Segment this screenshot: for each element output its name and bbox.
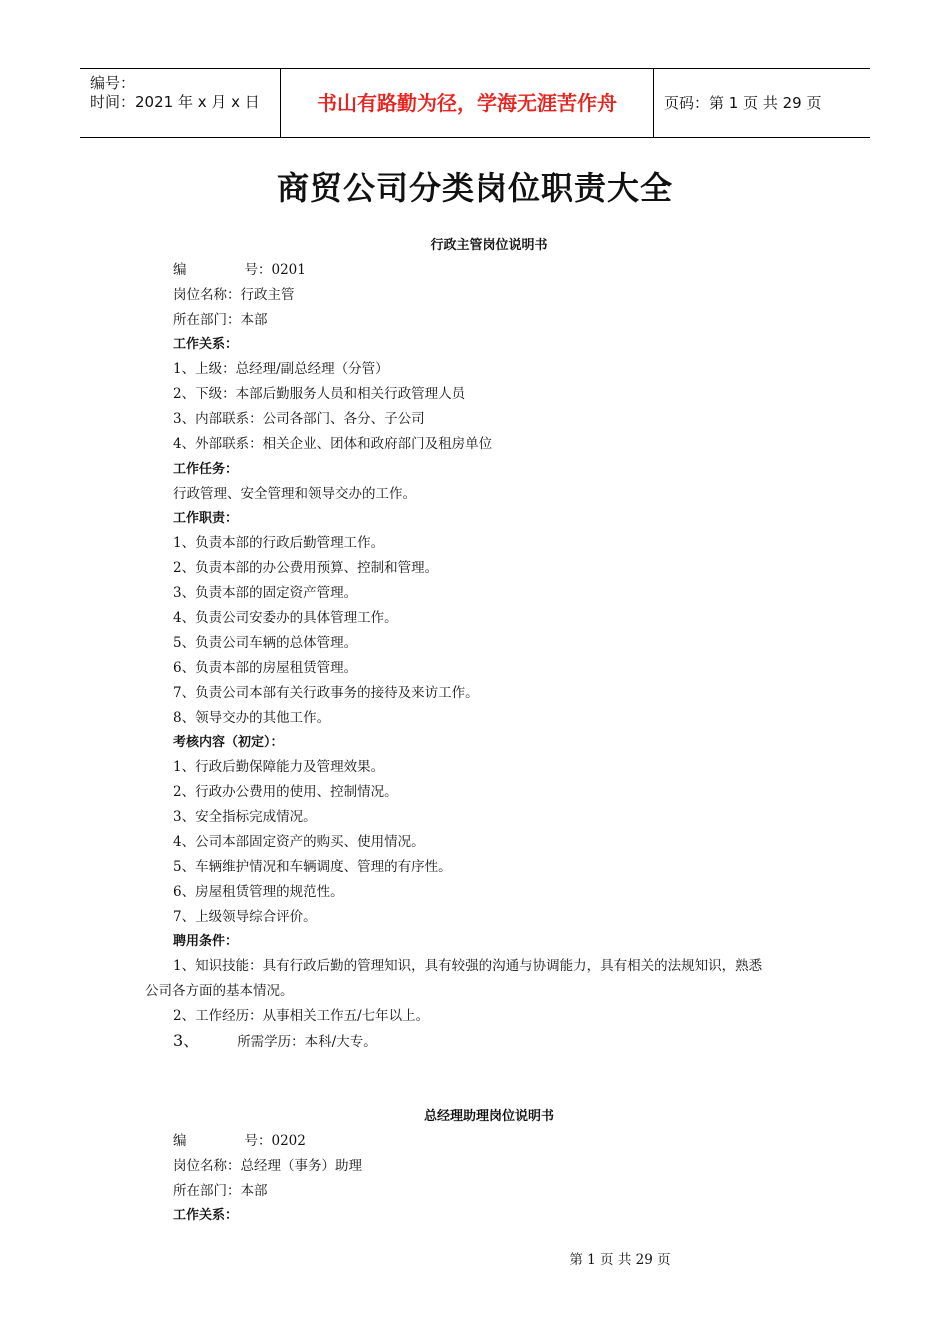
list-item: 3、内部联系：公司各部门、各分、子公司 bbox=[173, 411, 425, 427]
duties-heading: 工作职责： bbox=[173, 511, 239, 526]
page-footer: 第 1 页 共 29 页 bbox=[569, 1252, 671, 1268]
position-number bbox=[173, 1129, 306, 1149]
list-item: 3、负责本部的固定资产管理。 bbox=[173, 585, 358, 601]
department: 所在部门：本部 bbox=[173, 1183, 268, 1199]
list-item bbox=[173, 1028, 377, 1051]
position-number bbox=[173, 258, 306, 278]
section-title: 总经理助理岗位说明书 bbox=[423, 1109, 554, 1124]
list-item: 2、工作经历：从事相关工作五/七年以上。 bbox=[173, 1008, 430, 1024]
list-item: 2、行政办公费用的使用、控制情况。 bbox=[173, 784, 398, 800]
list-item: 2、负责本部的办公费用预算、控制和管理。 bbox=[173, 560, 439, 576]
code-label: 编号： bbox=[90, 74, 136, 92]
header-left-cell bbox=[80, 69, 281, 137]
list-item: 7、上级领导综合评价。 bbox=[173, 909, 317, 925]
list-item: 1、行政后勤保障能力及管理效果。 bbox=[173, 759, 385, 775]
post-name: 岗位名称：行政主管 bbox=[173, 287, 295, 303]
document-header bbox=[80, 68, 870, 138]
list-item: 6、房屋租赁管理的规范性。 bbox=[173, 884, 344, 900]
list-text: 所需学历：本科/大专。 bbox=[237, 1034, 377, 1050]
list-item: 4、外部联系：相关企业、团体和政府部门及租房单位 bbox=[173, 436, 493, 452]
list-item: 4、负责公司安委办的具体管理工作。 bbox=[173, 610, 398, 626]
list-item-continuation: 公司各方面的基本情况。 bbox=[145, 983, 294, 999]
list-item: 5、车辆维护情况和车辆调度、管理的有序性。 bbox=[173, 859, 452, 875]
number-label-a: 编 bbox=[173, 262, 187, 278]
list-item: 7、负责公司本部有关行政事务的接待及来访工作。 bbox=[173, 685, 479, 701]
document-title: 商贸公司分类岗位职责大全 bbox=[276, 169, 673, 207]
list-item: 1、负责本部的行政后勤管理工作。 bbox=[173, 535, 385, 551]
list-item: 2、下级：本部后勤服务人员和相关行政管理人员 bbox=[173, 386, 466, 402]
task-heading: 工作任务： bbox=[173, 462, 239, 477]
number-label-b: 号：0202 bbox=[244, 1133, 306, 1149]
number-label-a: 编 bbox=[173, 1133, 187, 1149]
list-item: 4、公司本部固定资产的购买、使用情况。 bbox=[173, 834, 425, 850]
list-item: 5、负责公司车辆的总体管理。 bbox=[173, 635, 358, 651]
post-name: 岗位名称：总经理（事务）助理 bbox=[173, 1158, 362, 1174]
department: 所在部门：本部 bbox=[173, 312, 268, 328]
hiring-heading: 聘用条件： bbox=[173, 934, 239, 949]
list-item: 1、上级：总经理/副总经理（分管） bbox=[173, 361, 389, 377]
relations-heading: 工作关系： bbox=[173, 337, 239, 352]
motto: 书山有路勤为径，学海无涯苦作舟 bbox=[281, 69, 654, 137]
list-item: 6、负责本部的房屋租赁管理。 bbox=[173, 660, 358, 676]
list-item: 1、知识技能：具有行政后勤的管理知识，具有较强的沟通与协调能力，具有相关的法规知识，熟悉 bbox=[173, 958, 763, 974]
list-item: 8、领导交办的其他工作。 bbox=[173, 710, 331, 726]
number-label-b: 号：0201 bbox=[244, 262, 306, 278]
page-info: 页码：第 1 页 共 29 页 bbox=[664, 94, 822, 112]
relations-heading: 工作关系： bbox=[173, 1208, 239, 1223]
assessment-heading: 考核内容（初定）： bbox=[173, 735, 284, 750]
section-title: 行政主管岗位说明书 bbox=[430, 238, 548, 253]
time-label: 时间：2021 年 x 月 x 日 bbox=[90, 93, 260, 111]
task-text: 行政管理、安全管理和领导交办的工作。 bbox=[173, 486, 416, 502]
list-number: 3、 bbox=[173, 1031, 200, 1050]
list-item: 3、安全指标完成情况。 bbox=[173, 809, 317, 825]
